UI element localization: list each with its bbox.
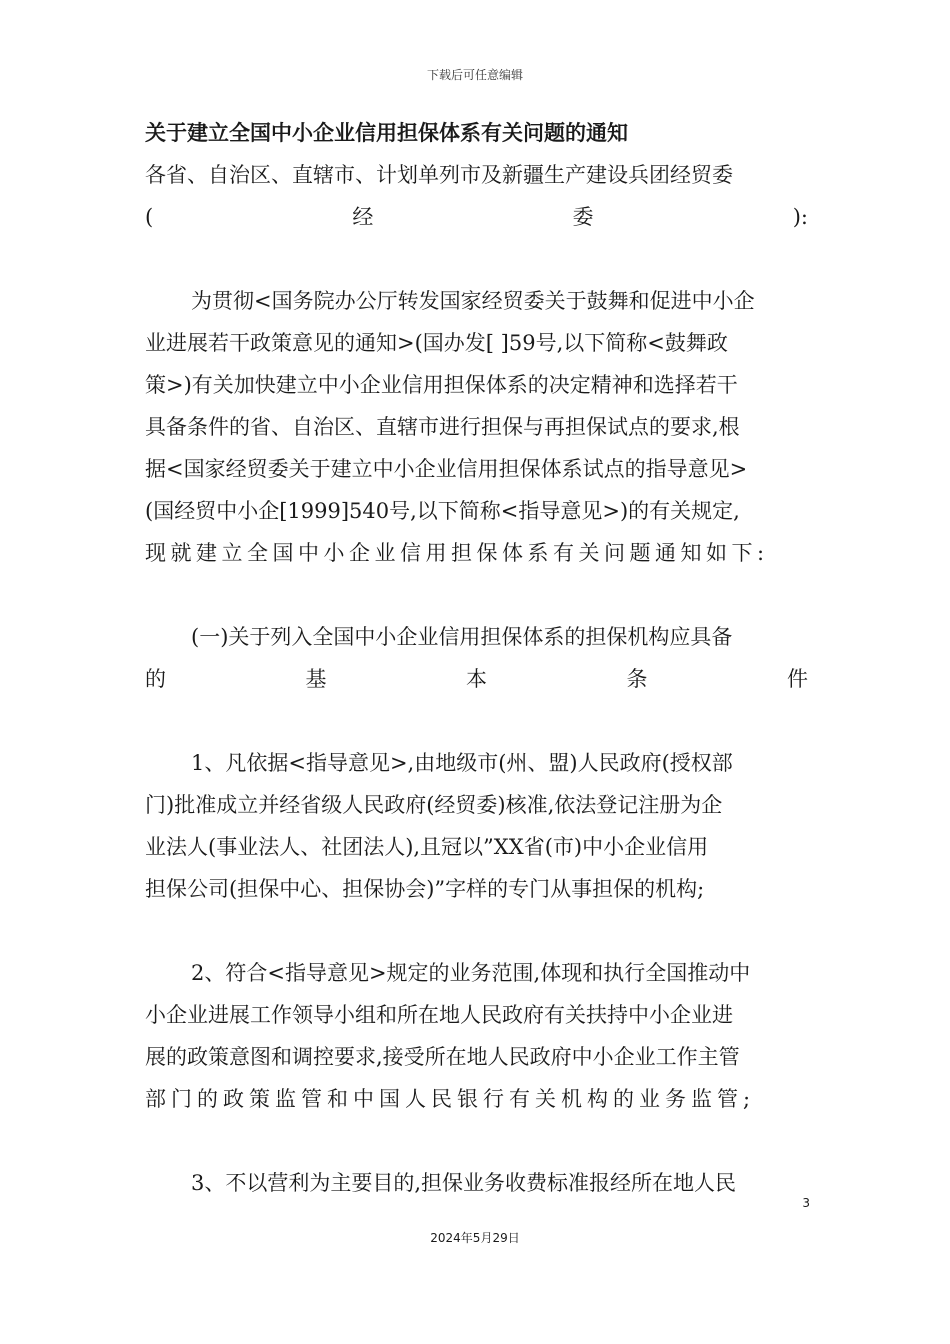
paragraph-line: 具备条件的省、自治区、直辖市进行担保与再担保试点的要求,根	[145, 415, 740, 439]
heading-fragment: 的	[145, 667, 166, 691]
section-heading-1-continued	[145, 658, 808, 700]
paragraph-intro	[145, 280, 808, 574]
addressee-fragment: 委	[572, 205, 594, 229]
heading-fragment: 条	[626, 667, 648, 691]
section-heading-1: (一)关于列入全国中小企业信用担保体系的担保机构应具备	[191, 625, 733, 649]
addressee-fragment: 经	[352, 205, 374, 229]
paragraph-line: 为贯彻<国务院办公厅转发国家经贸委关于鼓舞和促进中小企	[191, 289, 755, 313]
paragraph-line: 现就建立全国中小企业信用担保体系有关问题通知如下:	[145, 541, 769, 565]
paragraph-item-2	[145, 952, 808, 1120]
page-footer-date: 2024年5月29日	[430, 1231, 520, 1245]
paragraph-item-1	[145, 742, 808, 910]
heading-fragment: 基	[305, 667, 327, 691]
paragraph-line: 部门的政策监管和中国人民银行有关机构的业务监管;	[145, 1087, 756, 1111]
paragraph-item-3	[145, 1162, 808, 1204]
paragraph-line: 业进展若干政策意见的通知>(国办发[ ]59号,以下简称<鼓舞政	[145, 331, 728, 355]
paragraph-line: (国经贸中小企[1999]540号,以下简称<指导意见>)的有关规定,	[145, 499, 740, 523]
paragraph-line: 据<国家经贸委关于建立中小企业信用担保体系试点的指导意见>	[145, 457, 748, 481]
document-title: 关于建立全国中小企业信用担保体系有关问题的通知	[145, 121, 628, 145]
heading-fragment: 本	[466, 667, 487, 691]
paragraph-line: 策>)有关加快建立中小企业信用担保体系的决定精神和选择若干	[145, 373, 738, 397]
paragraph-line: 小企业进展工作领导小组和所在地人民政府有关扶持中小企业进	[145, 1003, 733, 1027]
paragraph-line: 门)批准成立并经省级人民政府(经贸委)核准,依法登记注册为企	[145, 793, 723, 817]
paragraph-line: 3、不以营利为主要目的,担保业务收费标准报经所在地人民	[191, 1171, 737, 1195]
page-number: 3	[802, 1196, 810, 1210]
paragraph-line: 展的政策意图和调控要求,接受所在地人民政府中小企业工作主管	[145, 1045, 740, 1069]
addressee-fragment: ):	[792, 205, 808, 229]
addressee-line-1: 各省、自治区、直辖市、计划单列市及新疆生产建设兵团经贸委	[145, 163, 733, 187]
addressee-fragment: (	[145, 205, 154, 229]
addressee-line-2	[145, 196, 808, 238]
document-body	[145, 112, 808, 1204]
paragraph-line: 1、凡依据<指导意见>,由地级市(州、盟)人民政府(授权部	[191, 751, 733, 775]
page-header: 下载后可任意编辑	[426, 68, 523, 82]
paragraph-line: 2、符合<指导意见>规定的业务范围,体现和执行全国推动中	[191, 961, 751, 985]
paragraph-line: 担保公司(担保中心、担保协会)”字样的专门从事担保的机构;	[145, 877, 705, 901]
paragraph-line: 业法人(事业法人、社团法人),且冠以”XX省(市)中小企业信用	[145, 835, 709, 859]
heading-fragment: 件	[787, 667, 808, 691]
